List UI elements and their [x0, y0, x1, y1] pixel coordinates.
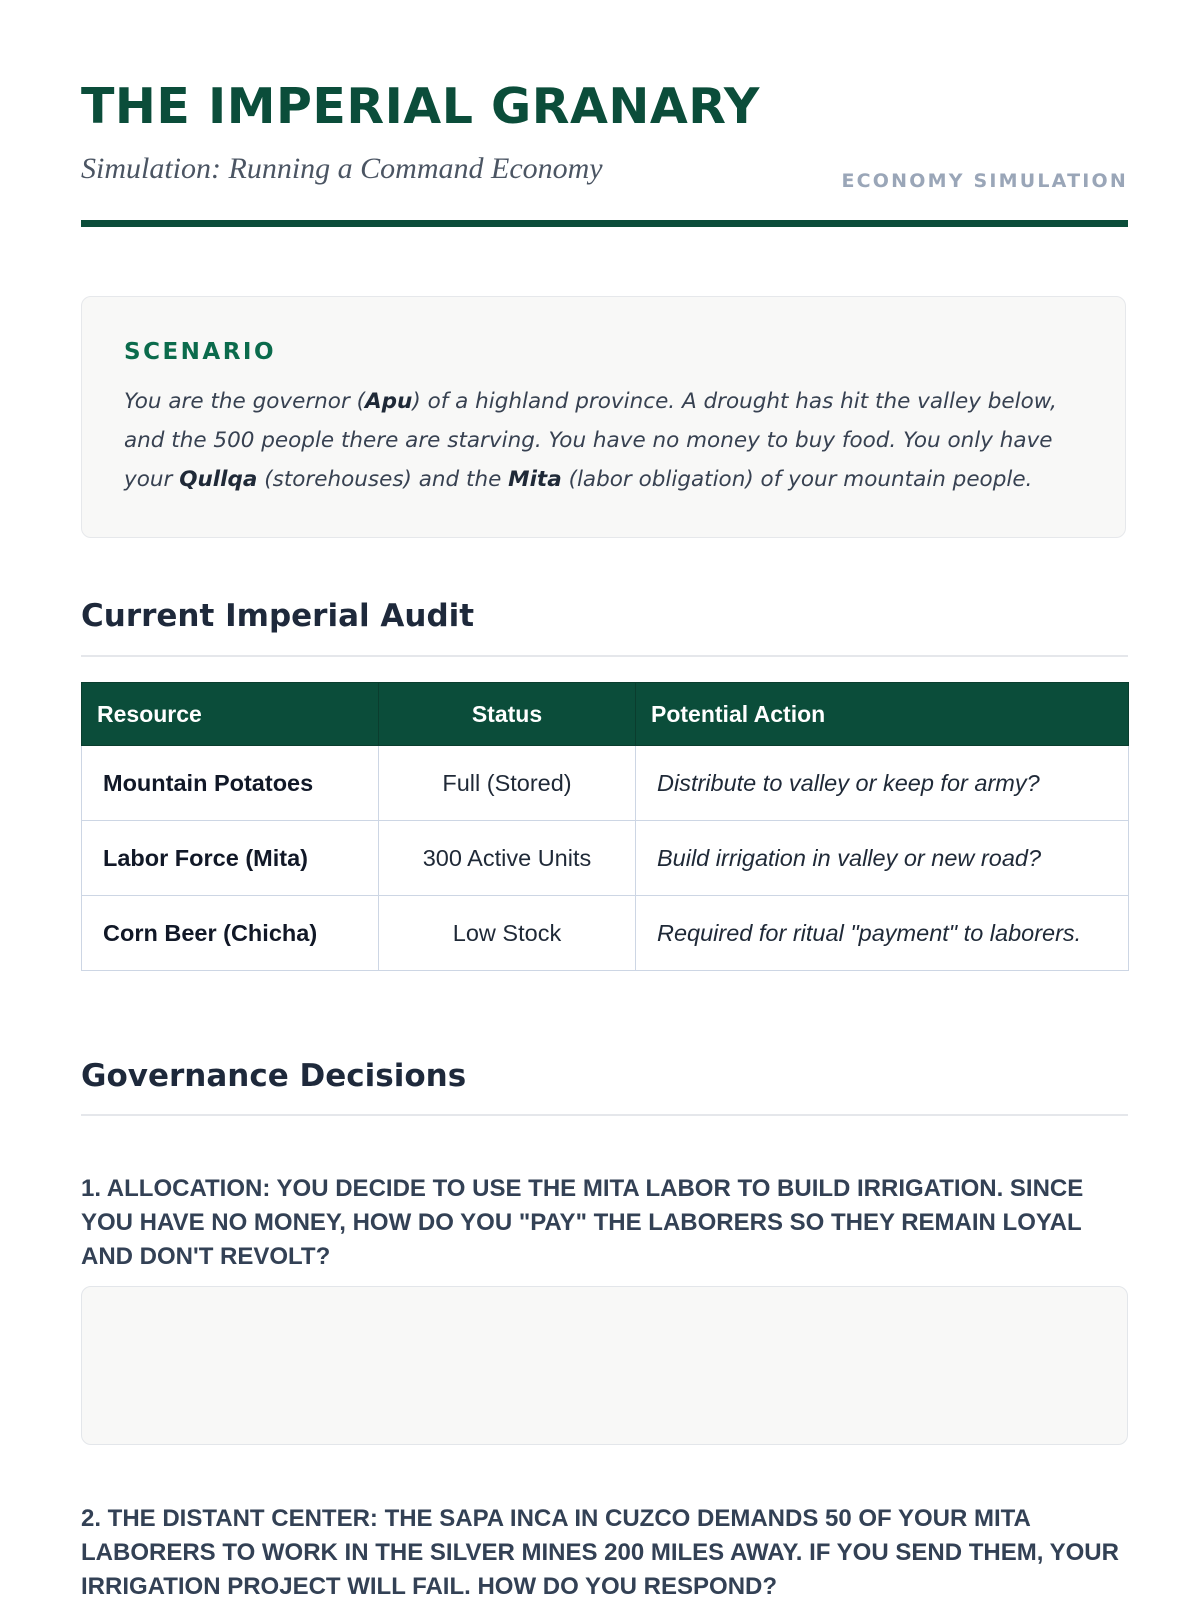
question-1-text: 1. ALLOCATION: YOU DECIDE TO USE THE MITA LABOR TO BUILD IRRIGATION. SINCE YOU HAVE NO MONEY, HOW DO YOU "PAY" THE LABORERS SO THEY REMAIN LOYAL AND DON'T REVOLT?	[81, 1175, 1084, 1270]
audit-section-title: Current Imperial Audit	[81, 598, 475, 634]
decisions-section-title: Governance Decisions	[81, 1058, 467, 1094]
category-tag: ECONOMY SIMULATION	[841, 170, 1128, 192]
scenario-text-part: (labor obligation) of your mountain people.	[561, 467, 1033, 492]
term-qullqa: Qullqa	[179, 467, 258, 492]
resource-cell: Corn Beer (Chicha)	[82, 896, 379, 971]
action-cell: Distribute to valley or keep for army?	[636, 746, 1129, 821]
page-header	[81, 0, 1128, 230]
column-header-status: Status	[379, 683, 636, 746]
action-cell: Build irrigation in valley or new road?	[636, 821, 1129, 896]
status-cell: Full (Stored)	[379, 746, 636, 821]
scenario-text	[124, 382, 1084, 499]
decisions-section-divider	[81, 1114, 1128, 1116]
table-row	[82, 896, 1129, 971]
table-row	[82, 821, 1129, 896]
table-row	[82, 746, 1129, 821]
scenario-box	[81, 296, 1126, 538]
question-1-answer-field[interactable]	[81, 1286, 1128, 1445]
page-title: THE IMPERIAL GRANARY	[81, 78, 760, 135]
status-cell: 300 Active Units	[379, 821, 636, 896]
term-mita: Mita	[508, 467, 562, 492]
table-header-row	[82, 683, 1129, 746]
header-divider	[81, 220, 1128, 227]
scenario-label: SCENARIO	[124, 339, 277, 365]
scenario-text-part: (storehouses) and the	[257, 467, 509, 492]
action-cell: Required for ritual "payment" to laborers.	[636, 896, 1129, 971]
page-subtitle: Simulation: Running a Command Economy	[81, 152, 603, 185]
audit-table	[81, 682, 1129, 971]
status-cell: Low Stock	[379, 896, 636, 971]
resource-cell: Mountain Potatoes	[82, 746, 379, 821]
column-header-action: Potential Action	[636, 683, 1129, 746]
question-2-text: 2. THE DISTANT CENTER: THE SAPA INCA IN CUZCO DEMANDS 50 OF YOUR MITA LABORERS TO WORK IN THE SILVER MINES 200 MILES AWAY. IF YOU SEND THEM, YOUR IRRIGATION PROJECT WILL FAIL. HOW DO YOU RESPOND?	[81, 1505, 1119, 1600]
audit-section-divider	[81, 655, 1128, 657]
worksheet-page	[81, 0, 1128, 1600]
scenario-text-part: You are the governor (	[124, 389, 366, 414]
column-header-resource: Resource	[82, 683, 379, 746]
term-apu: Apu	[365, 389, 413, 414]
scenario-text-part: ) of a highland province. A drought has hit the valley below, and the 500 people there are starving. You have no money to buy food. You only have your	[124, 389, 1057, 492]
resource-cell: Labor Force (Mita)	[82, 821, 379, 896]
